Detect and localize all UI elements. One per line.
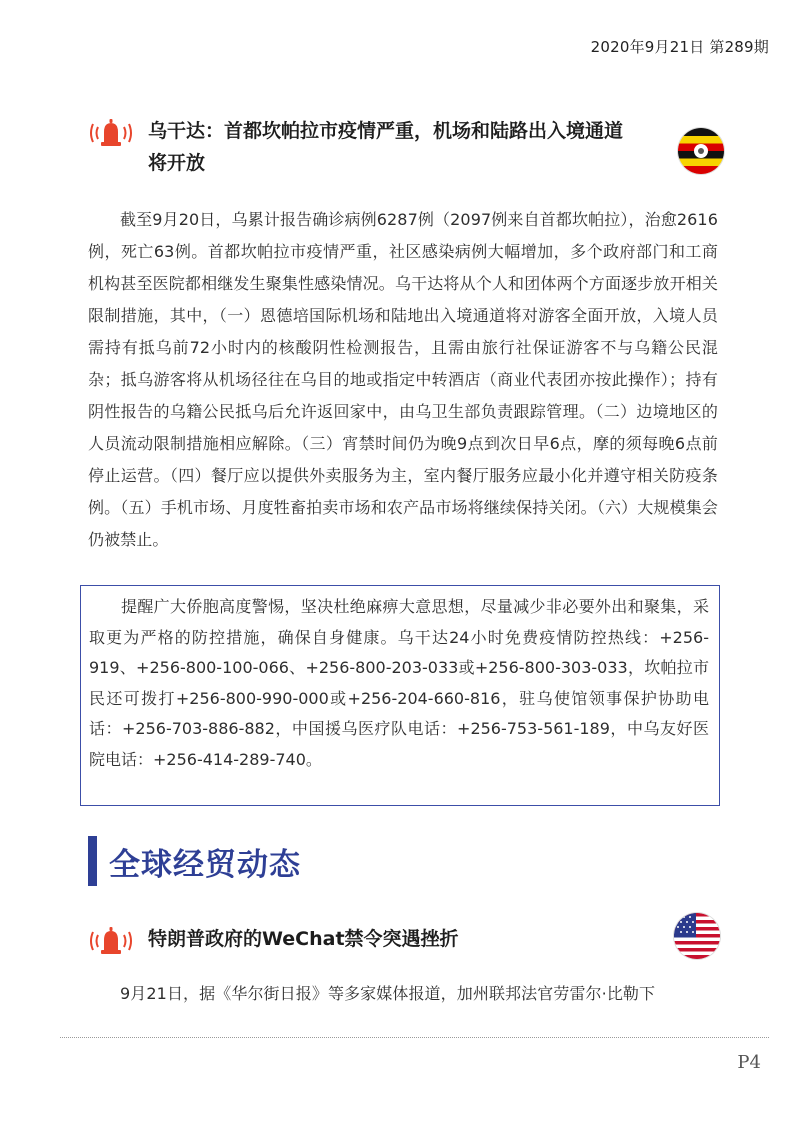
article-2-body: 9月21日，据《华尔街日报》等多家媒体报道，加州联邦法官劳雷尔·比勒下 [120,984,656,1003]
usa-flag-icon [674,913,720,959]
section-bar [88,836,97,886]
article-2-heading [88,923,638,955]
article-1-heading [88,115,638,179]
uganda-flag-icon [678,128,724,174]
notice-box [80,585,720,806]
section-title: 全球经贸动态 [109,846,301,883]
issue-date: 2020年9月21日 第289期 [590,38,769,56]
notice-text: 提醒广大侨胞高度警惕，坚决杜绝麻痹大意思想，尽量减少非必要外出和聚集，采取更为严格的防控措施，确保自身健康。乌干达24小时免费疫情防控热线：+256-919、+256-800-100-066、+256-800-203-033或+256-800-303-033，坎帕拉市民还可拨打+256-800-990-000或+256-204-660-816，驻乌使馆领事保护协助电话：+256-703-886-882，中国援乌医疗队电话：+256-753-561-189，中乌友好医院电话：+256-414-289-740。 [89,597,709,769]
alarm-bell-icon [88,925,134,955]
article-2-title: 特朗普政府的WeChat禁令突遇挫折 [148,928,459,950]
page-number: P4 [737,1052,761,1073]
footer-divider [60,1037,769,1038]
alarm-bell-icon [88,117,134,147]
section-heading [88,836,301,886]
article-1-title: 乌干达：首都坎帕拉市疫情严重，机场和陆路出入境通道将开放 [148,120,624,174]
article-1-body: 截至9月20日，乌累计报告确诊病例6287例（2097例来自首都坎帕拉），治愈2616例，死亡63例。首都坎帕拉市疫情严重，社区感染病例大幅增加，多个政府部门和工商机构甚至医院都相继发生聚集性感染情况。乌干达将从个人和团体两个方面逐步放开相关限制措施，其中，（一）恩德培国际机场和陆地出入境通道将对游客全面开放，入境人员需持有抵乌前72小时内的核酸阴性检测报告，且需由旅行社保证游客不与乌籍公民混杂；抵乌游客将从机场径往在乌目的地或指定中转酒店（商业代表团亦按此操作）；持有阴性报告的乌籍公民抵乌后允许返回家中，由乌卫生部负责跟踪管理。（二）边境地区的人员流动限制措施相应解除。（三）宵禁时间仍为晚9点到次日早6点，摩的须每晚6点前停止运营。（四）餐厅应以提供外卖服务为主，室内餐厅服务应最小化并遵守相关防疫条例。（五）手机市场、月度牲畜拍卖市场和农产品市场将继续保持关闭。（六）大规模集会仍被禁止。 [88,210,718,549]
